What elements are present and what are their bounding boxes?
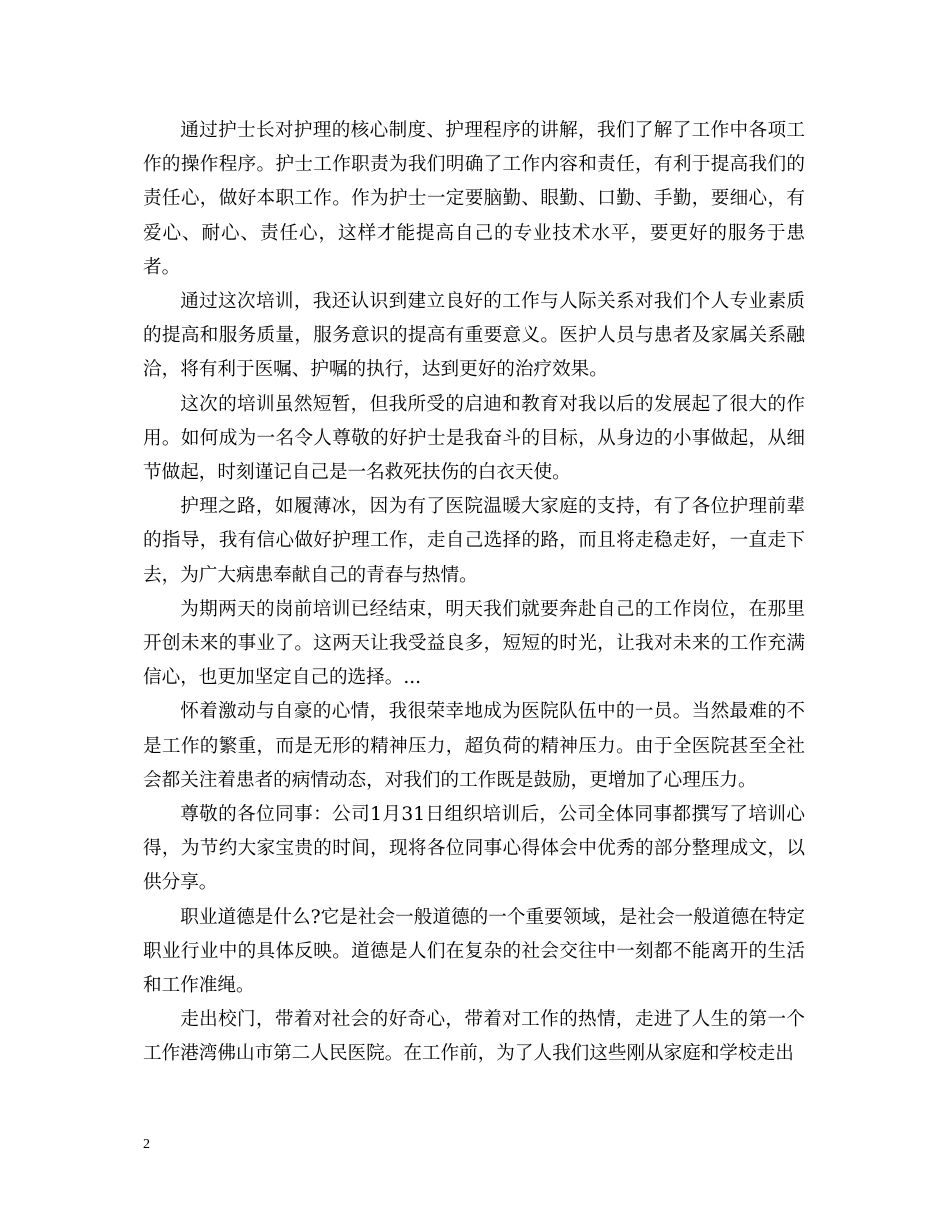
paragraph-7: 尊敬的各位同事：公司1月31日组织培训后，公司全体同事都撰写了培训心得，为节约大家宝贵的时间，现将各位同事心得体会中优秀的部分整理成文，以供分享。 xyxy=(143,804,805,894)
paragraph-4: 护理之路，如履薄冰，因为有了医院温暖大家庭的支持，有了各位护理前辈的指导，我有信心做好护理工作，走自己选择的路，而且将走稳走好，一直走下去，为广大病患奉献自己的青春与热情。 xyxy=(143,496,805,586)
paragraph-8: 职业道德是什么?它是社会一般道德的一个重要领域，是社会一般道德在特定职业行业中的具体反映。道德是人们在复杂的社会交往中一刻都不能离开的生活和工作准绳。 xyxy=(143,906,805,997)
document-body xyxy=(143,114,805,1072)
paragraph-9: 走出校门，带着对社会的好奇心，带着对工作的热情，走进了人生的第一个工作港湾佛山市第二人民医院。在工作前，为了人我们这些刚从家庭和学校走出 xyxy=(143,1009,805,1065)
page-number: 2 xyxy=(143,1137,150,1152)
paragraph-5: 为期两天的岗前培训已经结束，明天我们就要奔赴自己的工作岗位，在那里开创未来的事业了。这两天让我受益良多，短短的时光，让我对未来的工作充满信心，也更加坚定自己的选择。... xyxy=(143,598,805,689)
paragraph-3: 这次的培训虽然短暂，但我所受的启迪和教育对我以后的发展起了很大的作用。如何成为一名令人尊敬的好护士是我奋斗的目标，从身边的小事做起，从细节做起，时刻谨记自己是一名救死扶伤的白衣天使。 xyxy=(143,393,805,484)
paragraph-6: 怀着激动与自豪的心情，我很荣幸地成为医院队伍中的一员。当然最难的不是工作的繁重，而是无形的精神压力，超负荷的精神压力。由于全医院甚至全社会都关注着患者的病情动态，对我们的工作既是鼓励，更增加了心理压力。 xyxy=(143,701,805,791)
paragraph-1: 通过护士长对护理的核心制度、护理程序的讲解，我们了解了工作中各项工作的操作程序。护士工作职责为我们明确了工作内容和责任，有利于提高我们的责任心，做好本职工作。作为护士一定要脑勤、眼勤、口勤、手勤，要细心，有爱心、耐心、责任心，这样才能提高自己的专业技术水平，要更好的服务于患者。 xyxy=(143,120,805,278)
paragraph-2: 通过这次培训，我还认识到建立良好的工作与人际关系对我们个人专业素质的提高和服务质量，服务意识的提高有重要意义。医护人员与患者及家属关系融洽，将有利于医嘱、护嘱的执行，达到更好的治疗效果。 xyxy=(143,291,805,381)
